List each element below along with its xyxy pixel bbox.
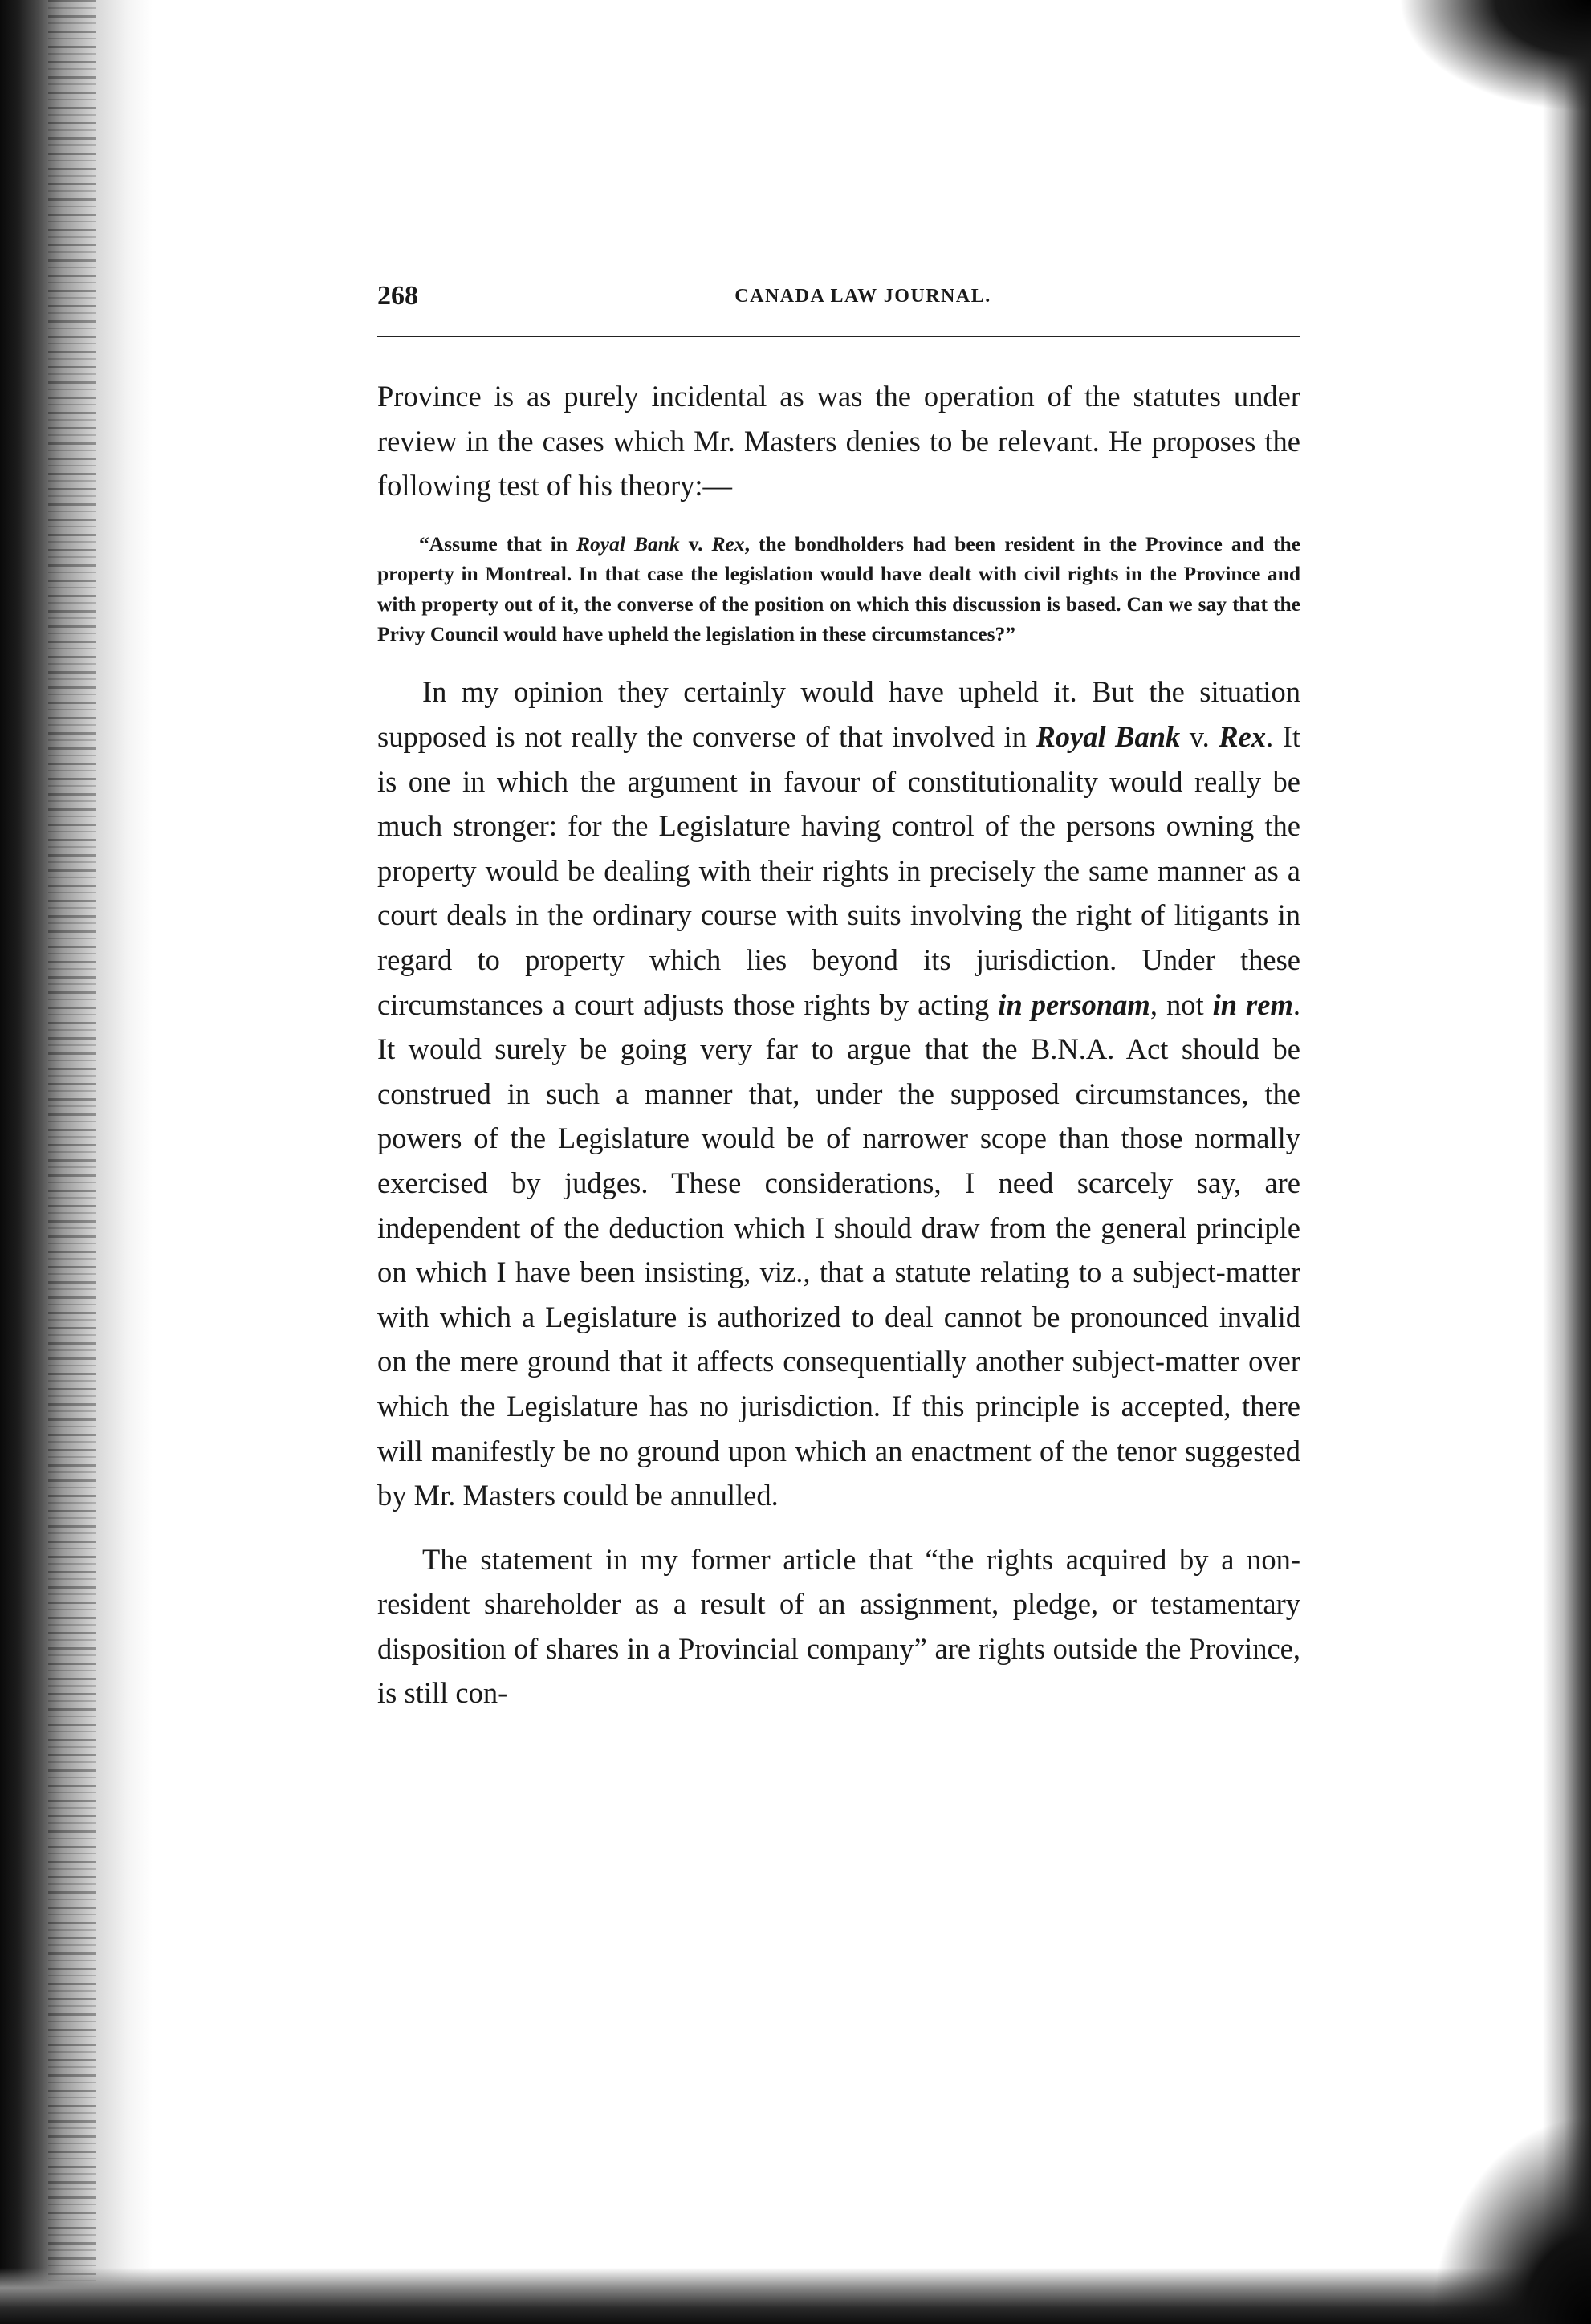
- page-number: 268: [377, 281, 418, 311]
- italic-run: in personam: [998, 987, 1150, 1021]
- block-quote: [377, 529, 1300, 649]
- scan-bottom-edge-shadow: [0, 2268, 1591, 2324]
- text-run: , the bondholders had been resident in the Province and the property in Montreal. In that case the legislation would have dealt with civil rights in the Province and with property out of it, the converse of the position on which this discussion is based. Can we say that the Privy Council would have upheld the legislation in these circumstances?”: [377, 531, 1301, 645]
- italic-run: in rem: [1212, 987, 1293, 1021]
- paragraph-3: [377, 1537, 1300, 1716]
- italic-run: Rex: [1219, 720, 1267, 753]
- scan-corner-shadow-bottom: [1430, 2115, 1591, 2324]
- text-run: v.: [1180, 720, 1219, 753]
- text-run: Province is as purely incidental as was the operation of the statutes under review in the cases which Mr. Masters denies to be relevant. He proposes the following test of his theory:—: [377, 380, 1300, 503]
- paragraph-2: [377, 670, 1300, 1517]
- document-page: [377, 273, 1300, 1716]
- scan-corner-shadow: [1398, 0, 1591, 112]
- text-run: . It would surely be going very far to argue that the B.N.A. Act should be construed in such a manner that, under the supposed circumstances, the powers of the Legislature would be of narrower scope than those normally exercised by judges. These considerations, I need scarcely say, are independent of the deduction which I should draw from the general principle on which I have been insisting, viz., that a statute relating to a subject-matter with which a Legislature is authorized to deal cannot be pronounced invalid on the mere ground that it affects consequentially another subject-matter over which the Legislature has no jurisdiction. If this principle is accepted, there will manifestly be no ground upon which an enactment of the tenor suggested by Mr. Masters could be annulled.: [377, 987, 1300, 1512]
- text-run: In my opinion they certainly would have upheld it. But the situation supposed is not really the converse of that involved in: [377, 675, 1300, 753]
- italic-run: Royal Bank: [1036, 720, 1181, 753]
- text-run: , not: [1150, 987, 1213, 1021]
- text-run: v.: [679, 531, 712, 556]
- header-rule: [377, 336, 1300, 337]
- text-run: The statement in my former article that “the rights acquired by a non-resident shareholder as a result of an assignment, pledge, or testamentary disposition of shares in a Provincial company” are rights outside the Province, is still con-: [377, 1542, 1300, 1710]
- italic-run: Rex: [711, 531, 745, 556]
- paragraph-1: [377, 374, 1300, 508]
- text-run: . It is one in which the argument in favour of constitutionality would really be much stronger: for the Legislature having control of the persons owning the property would be dealing with their rights in precisely the same manner as a court deals in the ordinary course with suits involving the right of litigants in regard to property which lies beyond its jurisdiction. Under these circumstances a court adjusts those rights by acting: [377, 720, 1300, 1021]
- scan-right-edge-shadow: [1543, 0, 1591, 2324]
- italic-run: Royal Bank: [576, 531, 680, 556]
- running-head: [377, 273, 1300, 321]
- text-run: “Assume that in: [419, 531, 577, 556]
- journal-title: CANADA LAW JOURNAL.: [734, 286, 991, 307]
- scan-binding-texture: [48, 0, 96, 2324]
